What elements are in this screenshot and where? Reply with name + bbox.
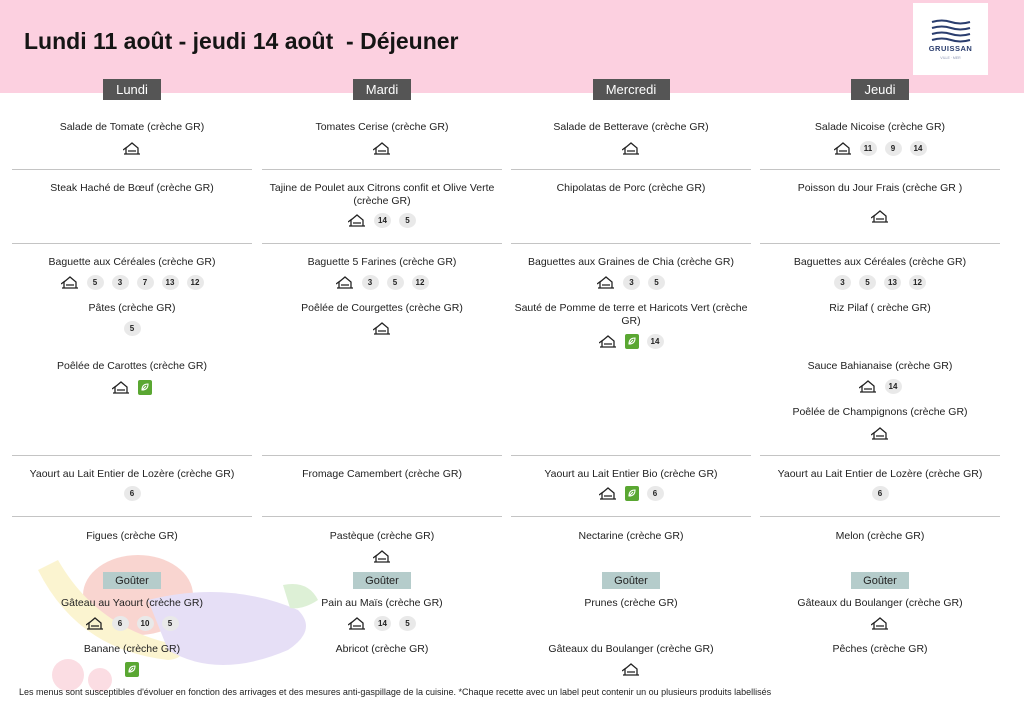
menu-item-acc2: Riz Pilaf ( crèche GR) [829, 302, 931, 314]
allergen-badge: 14 [374, 213, 391, 228]
homemade-icon [871, 209, 889, 223]
waves-icon [930, 19, 972, 43]
homemade-icon [336, 275, 354, 289]
gouter-header: Goûter [103, 572, 161, 589]
allergen-badge: 14 [647, 334, 664, 349]
menu-item-entree: Tomates Cerise (crèche GR) [315, 121, 449, 133]
allergen-badge: 3 [362, 275, 379, 290]
menu-item-gouter1: Gâteau au Yaourt (crèche GR) [60, 597, 204, 609]
menu-item-acc3: Poêlée de Carottes (crèche GR) [57, 360, 207, 372]
logo-subtext: VILLE · MER [940, 55, 961, 60]
menu-item-entree: Salade de Betterave (crèche GR) [553, 121, 709, 133]
item-labels [262, 140, 502, 156]
item-labels [12, 274, 252, 290]
menu-item-acc4: Poêlée de Champignons (crèche GR) [792, 406, 968, 418]
allergen-badge: 14 [885, 379, 902, 394]
homemade-icon [871, 616, 889, 630]
homemade-icon [112, 380, 130, 394]
organic-label-icon [138, 380, 152, 395]
item-labels [12, 485, 252, 501]
page-title: Lundi 11 août - jeudi 14 août - Déjeuner [24, 28, 459, 54]
allergen-badge: 13 [884, 275, 901, 290]
item-labels [511, 274, 751, 290]
homemade-icon [622, 662, 640, 676]
menu-item-gouter1: Gâteaux du Boulanger (crèche GR) [797, 597, 963, 609]
item-labels [760, 140, 1000, 156]
menu-item-laitage: Yaourt au Lait Entier Bio (crèche GR) [544, 468, 718, 480]
menu-item-plat: Steak Haché de Bœuf (crèche GR) [50, 182, 214, 194]
homemade-icon [348, 616, 366, 630]
allergen-badge: 6 [112, 616, 129, 631]
allergen-badge: 5 [124, 321, 141, 336]
organic-label-icon [625, 334, 639, 349]
allergen-badge: 3 [112, 275, 129, 290]
allergen-badge: 12 [909, 275, 926, 290]
allergen-badge: 14 [374, 616, 391, 631]
menu-item-acc1: Baguettes aux Graines de Chia (crèche GR) [527, 256, 735, 268]
item-labels [12, 661, 252, 677]
item-labels [760, 274, 1000, 290]
homemade-icon [871, 426, 889, 440]
section-divider [12, 169, 252, 170]
menu-item-laitage: Yaourt au Lait Entier de Lozère (crèche GR) [777, 468, 983, 480]
allergen-badge: 6 [872, 486, 889, 501]
item-labels [12, 615, 252, 631]
item-labels [760, 378, 1000, 394]
item-labels [12, 379, 252, 395]
section-divider [262, 455, 502, 456]
homemade-icon [599, 334, 617, 348]
homemade-icon [373, 549, 391, 563]
allergen-badge: 9 [885, 141, 902, 156]
allergen-badge: 7 [137, 275, 154, 290]
allergen-badge: 12 [187, 275, 204, 290]
allergen-badge: 5 [87, 275, 104, 290]
section-divider [760, 455, 1000, 456]
menu-item-gouter2: Pêches (crèche GR) [832, 643, 928, 655]
menu-item-dessert: Pastèque (crèche GR) [329, 530, 435, 542]
section-divider [760, 516, 1000, 517]
section-divider [511, 169, 751, 170]
day-header-lundi: Lundi [103, 79, 161, 100]
homemade-icon [622, 141, 640, 155]
organic-label-icon [125, 662, 139, 677]
item-labels [511, 140, 751, 156]
item-labels [760, 485, 1000, 501]
item-labels [262, 274, 502, 290]
allergen-badge: 6 [124, 486, 141, 501]
organic-label-icon [625, 486, 639, 501]
menu-item-entree: Salade Nicoise (crèche GR) [814, 121, 946, 133]
allergen-badge: 11 [860, 141, 877, 156]
menu-item-entree: Salade de Tomate (crèche GR) [59, 121, 205, 133]
item-labels [262, 548, 502, 564]
day-header-jeudi: Jeudi [851, 79, 909, 100]
menu-item-dessert: Nectarine (crèche GR) [578, 530, 684, 542]
section-divider [511, 455, 751, 456]
section-divider [12, 455, 252, 456]
item-labels [12, 320, 252, 336]
menu-item-laitage: Fromage Camembert (crèche GR) [302, 468, 462, 480]
logo-text: GRUISSAN [928, 43, 973, 53]
item-labels [511, 661, 751, 677]
menu-item-acc1: Baguettes aux Céréales (crèche GR) [793, 256, 967, 268]
menu-item-acc3: Sauce Bahianaise (crèche GR) [807, 360, 953, 372]
menu-item-gouter1: Pain au Maïs (crèche GR) [321, 597, 443, 609]
homemade-icon [348, 213, 366, 227]
section-divider [262, 243, 502, 244]
allergen-badge: 5 [399, 616, 416, 631]
item-labels [760, 425, 1000, 441]
allergen-badge: 5 [648, 275, 665, 290]
allergen-badge: 14 [910, 141, 927, 156]
section-divider [511, 243, 751, 244]
allergen-badge: 10 [137, 616, 154, 631]
menu-item-acc2: Sauté de Pomme de terre et Haricots Vert (crèche GR) [514, 302, 748, 327]
menu-item-gouter2: Banane (crèche GR) [83, 643, 181, 655]
allergen-badge: 12 [412, 275, 429, 290]
homemade-icon [86, 616, 104, 630]
item-labels [760, 615, 1000, 631]
allergen-badge: 5 [859, 275, 876, 290]
menu-item-plat: Tajine de Poulet aux Citrons confit et Olive Verte (crèche GR) [269, 182, 495, 207]
menu-item-acc2: Pâtes (crèche GR) [88, 302, 176, 314]
section-divider [12, 516, 252, 517]
gouter-header: Goûter [602, 572, 660, 589]
menu-item-laitage: Yaourt au Lait Entier de Lozère (crèche GR) [29, 468, 235, 480]
allergen-badge: 5 [399, 213, 416, 228]
allergen-badge: 6 [647, 486, 664, 501]
item-labels [262, 212, 502, 228]
section-divider [12, 243, 252, 244]
item-labels [262, 615, 502, 631]
homemade-icon [123, 141, 141, 155]
homemade-icon [597, 275, 615, 289]
day-header-mercredi: Mercredi [593, 79, 670, 100]
menu-item-gouter2: Gâteaux du Boulanger (crèche GR) [548, 643, 714, 655]
menu-item-plat: Chipolatas de Porc (crèche GR) [556, 182, 706, 194]
item-labels [262, 320, 502, 336]
homemade-icon [373, 141, 391, 155]
section-divider [760, 243, 1000, 244]
menu-item-plat: Poisson du Jour Frais (crèche GR ) [797, 182, 963, 194]
allergen-badge: 3 [834, 275, 851, 290]
item-labels [12, 140, 252, 156]
menu-item-dessert: Melon (crèche GR) [835, 530, 925, 542]
item-labels [760, 208, 1000, 224]
menu-item-acc1: Baguette 5 Farines (crèche GR) [307, 256, 457, 268]
homemade-icon [373, 321, 391, 335]
menu-item-gouter2: Abricot (crèche GR) [335, 643, 429, 655]
section-divider [262, 169, 502, 170]
gouter-header: Goûter [353, 572, 411, 589]
gouter-header: Goûter [851, 572, 909, 589]
section-divider [262, 516, 502, 517]
homemade-icon [834, 141, 852, 155]
section-divider [760, 169, 1000, 170]
logo [913, 3, 988, 75]
allergen-badge: 5 [387, 275, 404, 290]
item-labels [511, 485, 751, 501]
menu-item-acc2: Poêlée de Courgettes (crèche GR) [301, 302, 463, 314]
homemade-icon [859, 379, 877, 393]
allergen-badge: 3 [623, 275, 640, 290]
footer-note: Les menus sont susceptibles d'évoluer en fonction des arrivages et des mesures anti-gaspillage de la cuisine. *Chaque recette avec un label peut contenir un ou plusieurs produits labellisés [19, 687, 772, 697]
menu-item-acc1: Baguette aux Céréales (crèche GR) [48, 256, 216, 268]
menu-item-gouter1: Prunes (crèche GR) [584, 597, 678, 609]
allergen-badge: 13 [162, 275, 179, 290]
homemade-icon [599, 486, 617, 500]
item-labels [511, 333, 751, 349]
allergen-badge: 5 [162, 616, 179, 631]
section-divider [511, 516, 751, 517]
day-header-mardi: Mardi [353, 79, 411, 100]
menu-item-dessert: Figues (crèche GR) [86, 530, 178, 542]
homemade-icon [61, 275, 79, 289]
